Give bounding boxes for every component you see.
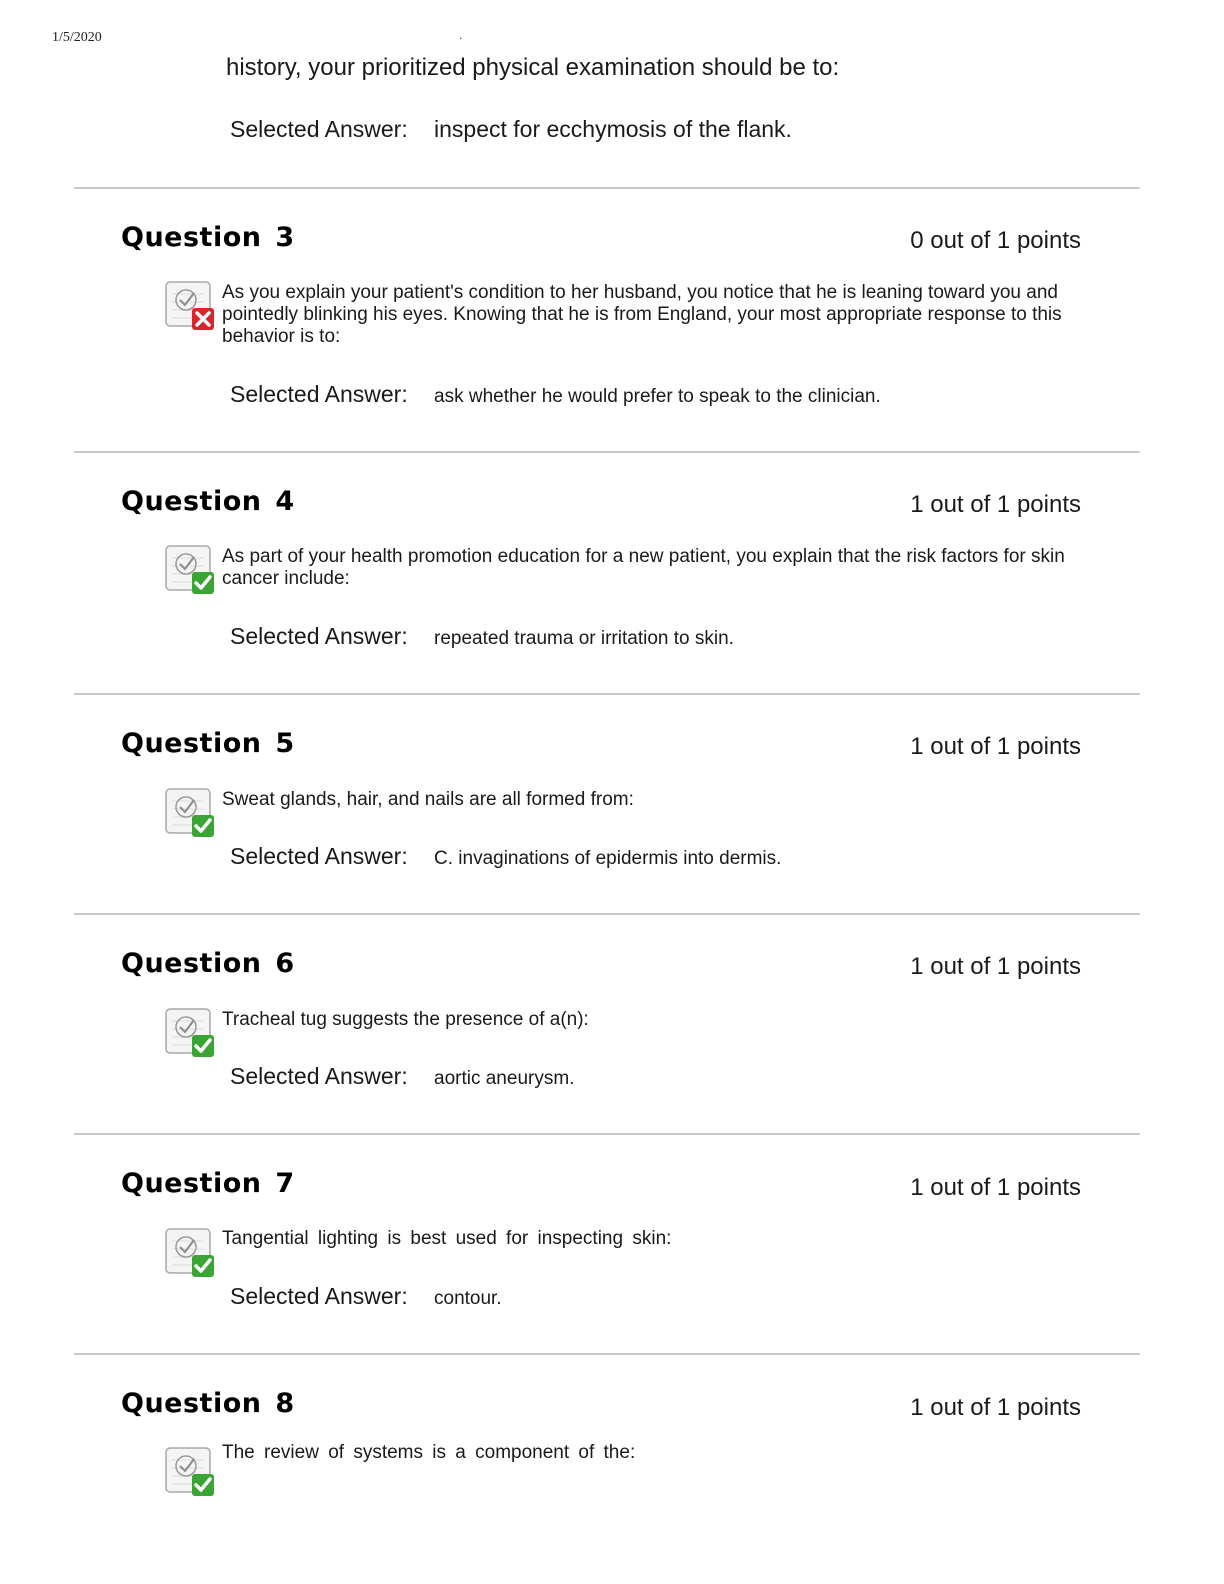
selected-answer-text: aortic aneurysm.	[434, 1068, 575, 1089]
correct-check-icon	[164, 1446, 218, 1498]
selected-answer-label: Selected Answer:	[230, 1283, 408, 1309]
correct-check-icon	[164, 787, 218, 839]
question-continuation-text: history, your prioritized physical examination should be to:	[226, 54, 840, 81]
question-text: Sweat glands, hair, and nails are all formed from:	[222, 789, 634, 810]
incorrect-mark-icon	[164, 280, 218, 332]
question-title: Question 6	[121, 948, 295, 979]
selected-answer-row	[230, 381, 881, 408]
section-divider	[74, 451, 1140, 453]
question-text: The review of systems is a component of the:	[222, 1442, 636, 1463]
selected-answer-text: inspect for ecchymosis of the flank.	[434, 116, 792, 142]
question-points: 1 out of 1 points	[910, 491, 1081, 518]
section-divider	[74, 1133, 1140, 1135]
question-points: 0 out of 1 points	[910, 227, 1081, 254]
selected-answer-text: repeated trauma or irritation to skin.	[434, 628, 734, 649]
question-title: Question 5	[121, 728, 295, 759]
page-date: 1/5/2020	[52, 30, 102, 45]
question-text: Tangential lighting is best used for inspecting skin:	[222, 1228, 672, 1249]
correct-check-icon	[164, 544, 218, 596]
question-points: 1 out of 1 points	[910, 733, 1081, 760]
section-divider	[74, 693, 1140, 695]
question-points: 1 out of 1 points	[910, 953, 1081, 980]
question-title: Question 7	[121, 1168, 295, 1199]
question-title: Question 8	[121, 1388, 295, 1419]
selected-answer-row	[230, 623, 734, 650]
correct-check-icon	[164, 1007, 218, 1059]
selected-answer-row	[230, 1063, 574, 1090]
question-points: 1 out of 1 points	[910, 1394, 1081, 1421]
selected-answer-text: ask whether he would prefer to speak to the clinician.	[434, 386, 881, 407]
selected-answer-label: Selected Answer:	[230, 381, 408, 407]
selected-answer-row	[230, 1283, 502, 1310]
question-text: As part of your health promotion education for a new patient, you explain that the risk factors for skin cancer include:	[222, 546, 1065, 589]
question-text: As you explain your patient's condition to her husband, you notice that he is leaning toward you and pointedly blinking his eyes. Knowing that he is from England, your most appropriate response to this behavior is to:	[222, 282, 1062, 347]
section-divider	[74, 913, 1140, 915]
question-points: 1 out of 1 points	[910, 1174, 1081, 1201]
page-header-mark: .	[459, 28, 463, 42]
question-title: Question 3	[121, 222, 295, 253]
selected-answer-row	[230, 116, 792, 143]
selected-answer-label: Selected Answer:	[230, 116, 408, 142]
correct-check-icon	[164, 1227, 218, 1279]
selected-answer-text: contour.	[434, 1288, 502, 1309]
selected-answer-label: Selected Answer:	[230, 623, 408, 649]
section-divider	[74, 187, 1140, 189]
selected-answer-label: Selected Answer:	[230, 843, 408, 869]
question-title: Question 4	[121, 486, 295, 517]
section-divider	[74, 1353, 1140, 1355]
selected-answer-text: C. invaginations of epidermis into dermis.	[434, 848, 782, 869]
selected-answer-row	[230, 843, 781, 870]
question-text: Tracheal tug suggests the presence of a(n):	[222, 1009, 589, 1030]
selected-answer-label: Selected Answer:	[230, 1063, 408, 1089]
